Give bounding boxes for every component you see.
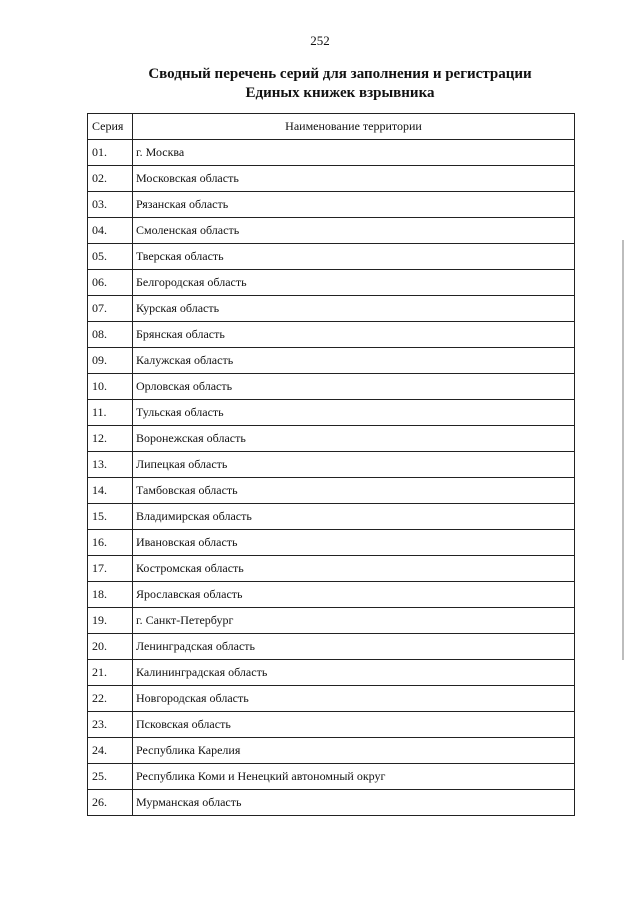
territory-name-cell: Московская область	[133, 166, 575, 192]
territory-name-cell: Тверская область	[133, 244, 575, 270]
title-line-1: Сводный перечень серий для заполнения и регистрации	[148, 66, 532, 82]
table-row	[88, 530, 575, 556]
table-row	[88, 738, 575, 764]
territory-name-cell: Ленинградская область	[133, 634, 575, 660]
territory-name-cell: Ярославская область	[133, 582, 575, 608]
table-row	[88, 504, 575, 530]
series-code-cell: 07.	[88, 296, 133, 322]
series-code-cell: 20.	[88, 634, 133, 660]
territory-name-cell: Владимирская область	[133, 504, 575, 530]
series-code-cell: 12.	[88, 426, 133, 452]
series-code-cell: 05.	[88, 244, 133, 270]
series-code-cell: 04.	[88, 218, 133, 244]
title-line-2: Единых книжек взрывника	[245, 85, 435, 101]
series-code-cell: 06.	[88, 270, 133, 296]
territory-name-cell: г. Москва	[133, 140, 575, 166]
territory-name-cell: Республика Коми и Ненецкий автономный округ	[133, 764, 575, 790]
table-row	[88, 556, 575, 582]
territory-name-cell: Мурманская область	[133, 790, 575, 816]
series-code-cell: 23.	[88, 712, 133, 738]
scan-artifact-line	[622, 240, 624, 660]
territory-name-cell: г. Санкт-Петербург	[133, 608, 575, 634]
series-code-cell: 10.	[88, 374, 133, 400]
series-code-cell: 18.	[88, 582, 133, 608]
territory-name-cell: Ивановская область	[133, 530, 575, 556]
series-table	[87, 113, 575, 816]
table-row	[88, 426, 575, 452]
territory-name-cell: Тульская область	[133, 400, 575, 426]
territory-name-cell: Липецкая область	[133, 452, 575, 478]
table-row	[88, 400, 575, 426]
territory-name-cell: Республика Карелия	[133, 738, 575, 764]
series-code-cell: 02.	[88, 166, 133, 192]
table-row	[88, 374, 575, 400]
table-row	[88, 582, 575, 608]
table-row	[88, 322, 575, 348]
territory-name-cell: Орловская область	[133, 374, 575, 400]
series-code-cell: 13.	[88, 452, 133, 478]
series-code-cell: 03.	[88, 192, 133, 218]
table-body	[88, 140, 575, 816]
series-code-cell: 25.	[88, 764, 133, 790]
series-code-cell: 16.	[88, 530, 133, 556]
series-code-cell: 26.	[88, 790, 133, 816]
series-code-cell: 21.	[88, 660, 133, 686]
table-row	[88, 686, 575, 712]
table-row	[88, 608, 575, 634]
page-number: 252	[310, 33, 330, 48]
territory-name-cell: Смоленская область	[133, 218, 575, 244]
table-row	[88, 270, 575, 296]
table-row	[88, 452, 575, 478]
table-row	[88, 660, 575, 686]
territory-name-cell: Курская область	[133, 296, 575, 322]
territory-name-cell: Костромская область	[133, 556, 575, 582]
territory-name-cell: Псковская область	[133, 712, 575, 738]
table-row	[88, 790, 575, 816]
series-code-cell: 15.	[88, 504, 133, 530]
series-code-cell: 24.	[88, 738, 133, 764]
column-header-territory: Наименование территории	[133, 114, 575, 140]
series-code-cell: 01.	[88, 140, 133, 166]
territory-name-cell: Рязанская область	[133, 192, 575, 218]
table-row	[88, 712, 575, 738]
series-code-cell: 11.	[88, 400, 133, 426]
table-row	[88, 218, 575, 244]
series-code-cell: 09.	[88, 348, 133, 374]
table-row	[88, 634, 575, 660]
table-row	[88, 166, 575, 192]
table-row	[88, 478, 575, 504]
series-code-cell: 14.	[88, 478, 133, 504]
series-code-cell: 08.	[88, 322, 133, 348]
table-row	[88, 244, 575, 270]
series-code-cell: 19.	[88, 608, 133, 634]
column-header-series: Серия	[88, 114, 133, 140]
territory-name-cell: Тамбовская область	[133, 478, 575, 504]
territory-name-cell: Белгородская область	[133, 270, 575, 296]
territory-name-cell: Калининградская область	[133, 660, 575, 686]
table-row	[88, 764, 575, 790]
series-code-cell: 22.	[88, 686, 133, 712]
table-row	[88, 140, 575, 166]
territory-name-cell: Калужская область	[133, 348, 575, 374]
territory-name-cell: Новгородская область	[133, 686, 575, 712]
territory-name-cell: Воронежская область	[133, 426, 575, 452]
series-code-cell: 17.	[88, 556, 133, 582]
document-title	[0, 65, 640, 103]
table-row	[88, 348, 575, 374]
table-row	[88, 296, 575, 322]
territory-name-cell: Брянская область	[133, 322, 575, 348]
table-row	[88, 192, 575, 218]
table-header-row	[88, 114, 575, 140]
